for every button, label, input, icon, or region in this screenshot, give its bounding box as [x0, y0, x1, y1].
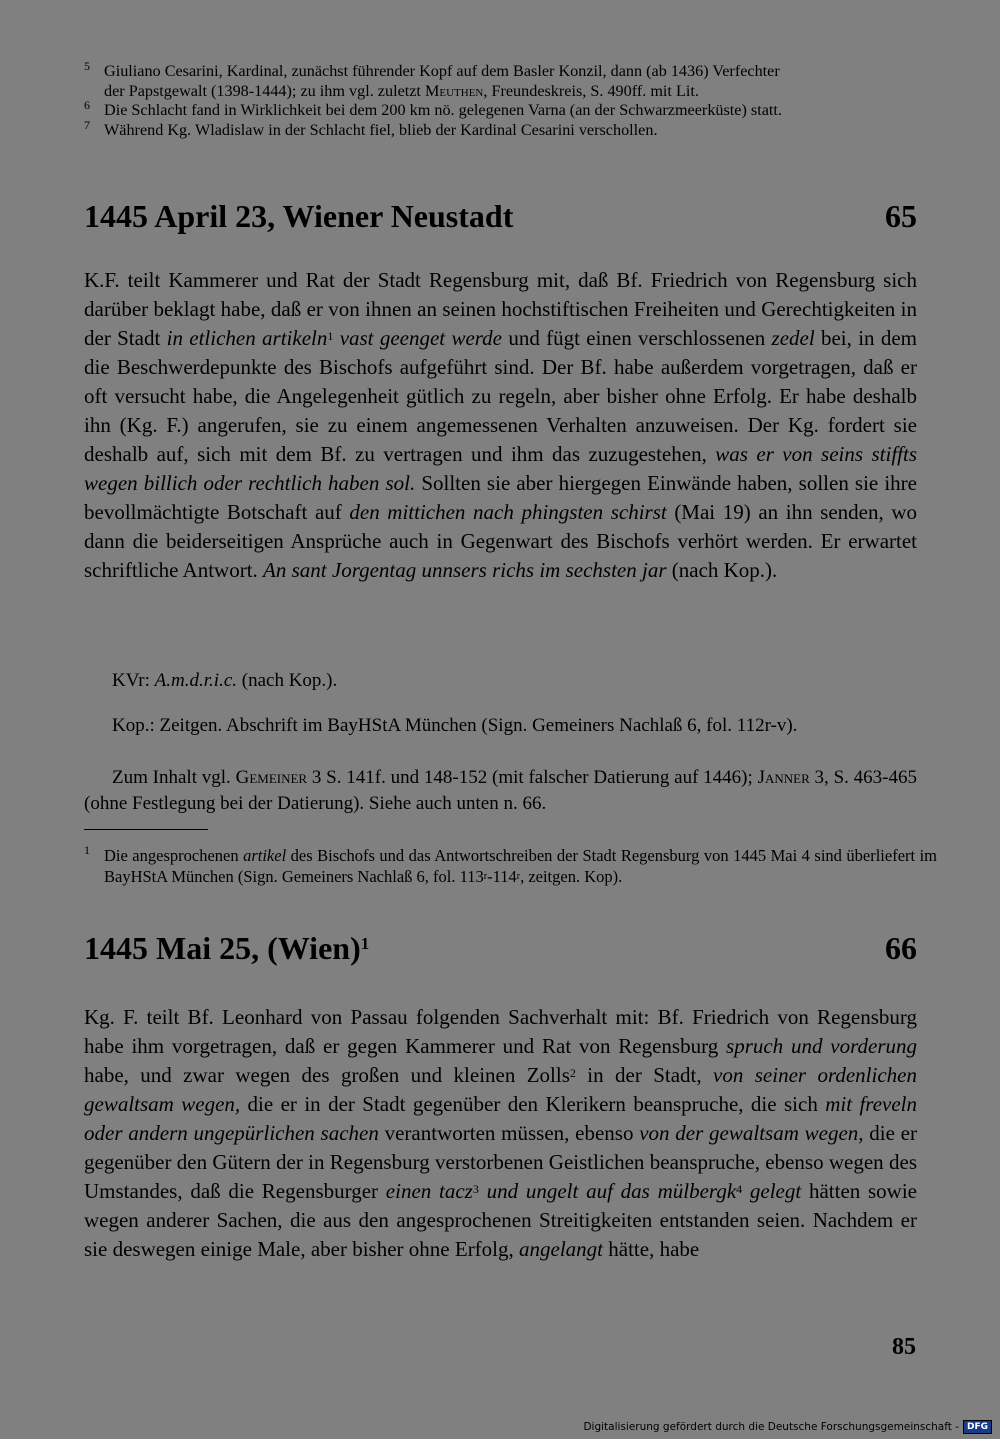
kvr-abbrev: A.m.d.r.i.c. — [154, 670, 237, 691]
kvr-line — [112, 668, 917, 694]
heading-date-place: 1445 Mai 25, (Wien) — [84, 930, 361, 966]
italic-quote: einen tacz — [385, 1179, 473, 1203]
italic-quote: in etlichen artikeln — [166, 326, 328, 350]
regest-paragraph-65 — [84, 266, 917, 585]
inhalt-paragraph — [84, 765, 917, 817]
text-run: 3, S. 463-465 (ohne Festlegung bei der Datierung). Siehe auch unten n. 66. — [84, 767, 917, 814]
footnote-number: 7 — [84, 117, 90, 132]
italic-quote: vast geenget werde — [333, 326, 502, 350]
text-run: (Mai 19) an ihn senden, wo dann die beiderseitigen Ansprüche auch in Gegenwart des Bischofs verhört werden. Er erwartet schriftliche Antwort. — [84, 500, 917, 582]
footnotes-top — [84, 59, 918, 140]
text-run: , zeitgen. Kop). — [520, 867, 623, 886]
italic-quote: was er von seins stiffts wegen billich oder rechtlich haben sol. — [84, 442, 918, 495]
text-run: hätte, habe — [603, 1237, 700, 1261]
text-run: habe, und zwar wegen des großen und kleinen Zolls — [84, 1063, 570, 1087]
footnote-number: 6 — [84, 98, 90, 112]
text-run: 3 S. 141f. und 148-152 (mit falscher Datierung auf 1446); — [307, 767, 758, 788]
text-run: Sollten sie aber hiergegen Einwände haben, sollen sie ihre bevollmächtigte Botschaft auf — [84, 471, 917, 524]
regest-paragraph-66 — [84, 1003, 917, 1264]
text-run: in der Stadt, — [575, 1063, 714, 1087]
text-run: und fügt einen verschlossenen — [502, 326, 772, 350]
footnote-6 — [84, 98, 918, 121]
author-name: Meuthen — [424, 81, 484, 100]
footnote-ref: 1 — [327, 329, 334, 343]
footnote-5 — [84, 59, 918, 101]
footnote-text: , Freundeskreis, S. 490ff. mit Lit. — [483, 81, 699, 100]
kop-line: Kop.: Zeitgen. Abschrift im BayHStA München (Sign. Gemeiners Nachlaß 6, fol. 112r-v). — [112, 715, 798, 736]
document-number: 65 — [885, 198, 917, 234]
footnote-text: der Papstgewalt (1398-1444); zu ihm vgl. zuletzt — [104, 81, 425, 100]
footnote-ref: 2 — [569, 1066, 576, 1080]
footnote-ref: r — [483, 871, 488, 882]
kvr-label: KVr: — [112, 670, 155, 691]
heading-date-place: 1445 April 23, Wiener Neustadt — [84, 198, 514, 234]
footnote-doc65-1 — [84, 845, 937, 887]
footnote-number: 5 — [84, 59, 90, 73]
text-run: (nach Kop.). — [666, 558, 778, 582]
italic-quote: spruch und vorderung — [726, 1034, 918, 1058]
italic-quote: An sant Jorgentag unnsers richs im sechsten jar — [263, 558, 667, 582]
text-run: -114 — [487, 867, 517, 886]
text-run: die er gegenüber den Gütern der in Regensburg verstorbenen Geistlichen beanspruche, ebenso wegen des Umstandes, daß die Regensburger — [84, 1121, 917, 1203]
text-run: verantworten müssen, ebenso — [378, 1121, 640, 1145]
text-run: hätten sowie wegen anderer Sachen, die aus den angesprochenen Streitigkeiten entstanden seien. Nachdem er sie deswegen einige Male, aber bisher ohne Erfolg, — [84, 1179, 918, 1261]
footnote-number: 1 — [84, 843, 90, 857]
italic-quote: artikel — [243, 846, 287, 865]
text-run: bei, in dem die Beschwerdepunkte des Bischofs aufgeführt sind. Der Bf. habe außerdem vorgetragen, daß er oft versucht habe, die Angelegenheit gütlich zu regeln, aber bisher ohne Erfolg. Er habe deshalb ihn (Kg. F.) angerufen, sie zu einem angemessenen Verhalten anzuweisen. Der Kg. fordert sie deshalb auf, sich mit dem Bf. zu vertragen und ihm das zuzugestehen, — [84, 326, 918, 466]
italic-quote: gelegt — [742, 1179, 802, 1203]
footnote-text: Während Kg. Wladislaw in der Schlacht fiel, blieb der Kardinal Cesarini verschollen. — [104, 120, 658, 139]
document-number: 66 — [885, 930, 917, 966]
footer-credit — [583, 1420, 992, 1434]
text-run: des Bischofs und das Antwortschreiben der Stadt Regensburg von 1445 Mai 4 sind überliefert im BayHStA München (Sign. Gemeiners Nachlaß 6, fol. 113 — [104, 846, 938, 886]
text-run: K.F. teilt Kammerer und Rat der Stadt Regensburg mit, daß Bf. Friedrich von Regensburg sich darüber beklagt habe, daß er von ihnen an seinen hochstiftischen Freiheiten und Gerechtigkeiten in der Stadt — [84, 268, 917, 350]
italic-quote: von seiner ordenlichen gewaltsam wegen, — [84, 1063, 917, 1116]
footnote-text: Die Schlacht fand in Wirklichkeit bei dem 200 km nö. gelegenen Varna (an der Schwarzmeerküste) statt. — [104, 101, 782, 119]
document-heading-65 — [84, 196, 917, 236]
footnote-ref: 4 — [736, 1182, 743, 1196]
footnote-divider — [84, 829, 208, 830]
text-run: Zum Inhalt vgl. — [112, 767, 236, 788]
dfg-logo: DFG — [963, 1420, 992, 1434]
text-run: die er in der Stadt gegenüber den Klerikern beanspruche, die sich — [240, 1092, 826, 1116]
page-number: 85 — [892, 1334, 916, 1360]
heading-footnote-ref: 1 — [360, 934, 370, 953]
text-run: Kg. F. teilt Bf. Leonhard von Passau folgenden Sachverhalt mit: Bf. Friedrich von Regensburg habe ihm vorgetragen, daß er gegen Kammerer und Rat von Regensburg — [84, 1005, 917, 1058]
author-name: Janner — [757, 767, 810, 788]
footnote-ref: r — [516, 871, 521, 882]
author-name: Gemeiner — [235, 767, 308, 788]
document-heading-66 — [84, 928, 917, 968]
text-run: Die angesprochenen — [104, 846, 244, 865]
italic-quote: angelangt — [519, 1237, 604, 1261]
italic-quote: und ungelt auf das mülbergk — [478, 1179, 737, 1203]
footer-text: Digitalisierung gefördert durch die Deutsche Forschungsgemeinschaft - — [583, 1421, 959, 1433]
footnote-7 — [84, 117, 918, 141]
footnote-text — [104, 846, 937, 886]
kvr-rest: (nach Kop.). — [237, 670, 338, 691]
italic-quote: mit freveln oder andern ungepürlichen sachen — [84, 1092, 917, 1145]
italic-quote: den mittichen nach phingsten schirst — [349, 500, 667, 524]
italic-quote: zedel — [771, 326, 815, 350]
footnote-ref: 3 — [472, 1182, 479, 1196]
italic-quote: von der gewaltsam wegen, — [639, 1121, 864, 1145]
footnote-text: Giuliano Cesarini, Kardinal, zunächst führender Kopf auf dem Basler Konzil, dann (ab 1436) Verfechter — [104, 62, 780, 80]
